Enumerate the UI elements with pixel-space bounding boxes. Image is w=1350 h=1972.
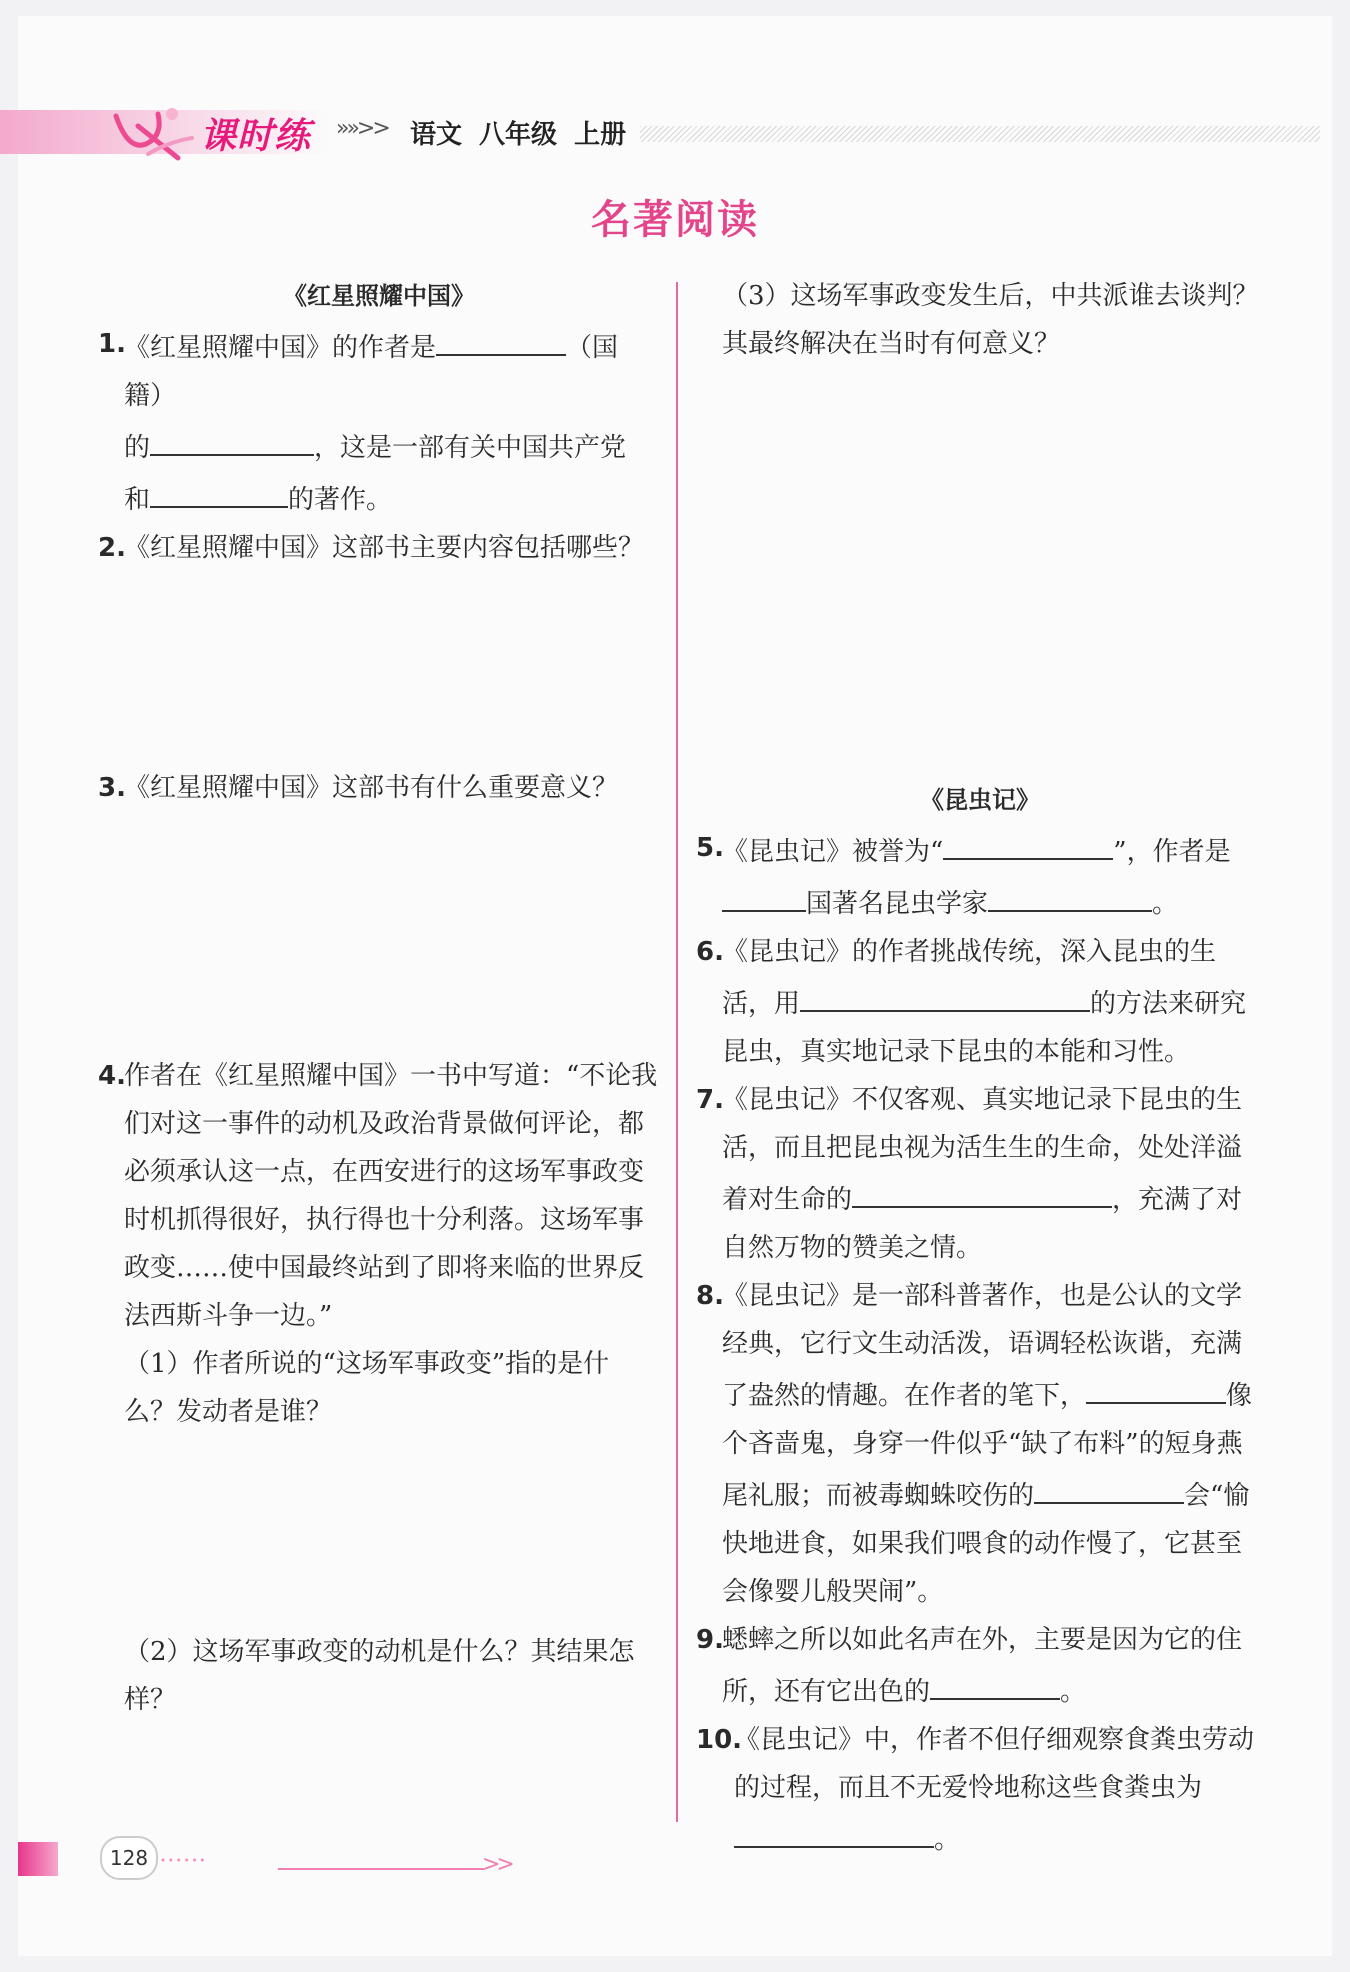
answer-blank[interactable] bbox=[150, 472, 288, 508]
question-number: 6. bbox=[696, 937, 724, 967]
answer-blank[interactable] bbox=[722, 876, 806, 912]
answer-blank[interactable] bbox=[1086, 1368, 1226, 1404]
q2-text: 《红星照耀中国》这部书主要内容包括哪些？ bbox=[124, 533, 645, 563]
q7-text-b: ，充满了对自然万物的赞美之情。 bbox=[722, 1185, 1243, 1263]
question-number: 3. bbox=[98, 773, 126, 803]
footer-line bbox=[278, 1868, 484, 1870]
question-number: 2. bbox=[98, 533, 126, 563]
q1-text-f: 的著作。 bbox=[288, 485, 393, 515]
left-column bbox=[98, 272, 660, 1724]
subject-label: 语文 八年级 上册 bbox=[410, 120, 627, 150]
footer-arrow-icon: >> bbox=[482, 1852, 511, 1877]
question-5 bbox=[696, 824, 1264, 928]
q1-text-a: 《红星照耀中国》的作者是 bbox=[124, 333, 437, 363]
answer-space[interactable] bbox=[98, 572, 660, 764]
question-number: 9. bbox=[696, 1625, 724, 1655]
question-10 bbox=[696, 1716, 1264, 1864]
question-number: 10. bbox=[696, 1725, 743, 1755]
right-column bbox=[696, 272, 1264, 1864]
column-divider bbox=[676, 282, 678, 1822]
question-number: 1. bbox=[98, 329, 126, 359]
question-number: 8. bbox=[696, 1281, 724, 1311]
q5-text-d: 。 bbox=[1152, 889, 1179, 919]
q8-text-c: 会“愉快地进食，如果我们喂食的动作慢了，它甚至会像婴儿般哭闹”。 bbox=[722, 1481, 1250, 1607]
q8-text-b: 像个吝啬鬼，身穿一件似乎“缺了布料”的短身燕尾礼服；而被毒蜘蛛咬伤的 bbox=[722, 1381, 1253, 1511]
q4-text: 作者在《红星照耀中国》一书中写道：“不论我们对这一事件的动机及政治背景做何评论，都必须承认这一点，在西安进行的这场军事政变时机抓得很好，执行得也十分利落。这场军事政变……使中国最终站到了即将来临的世界反法西斯斗争一边。” bbox=[124, 1061, 658, 1331]
q4-sub-3: （3）这场军事政变发生后，中共派谁去谈判？其最终解决在当时有何意义？ bbox=[722, 281, 1259, 359]
question-4 bbox=[98, 1052, 660, 1340]
question-7 bbox=[696, 1076, 1264, 1272]
q1-text-e: 和 bbox=[124, 485, 151, 515]
q5-text-a: 《昆虫记》被誉为“ bbox=[722, 837, 944, 867]
question-8 bbox=[696, 1272, 1264, 1616]
footer-dots: •••••• bbox=[160, 1856, 208, 1867]
question-9 bbox=[696, 1616, 1264, 1716]
book-title-insects: 《昆虫记》 bbox=[920, 786, 1040, 814]
answer-space[interactable] bbox=[696, 368, 1264, 776]
answer-blank[interactable] bbox=[852, 1172, 1112, 1208]
answer-space[interactable] bbox=[98, 812, 660, 1052]
header-arrows: »»>> bbox=[336, 116, 388, 141]
question-2 bbox=[98, 524, 660, 572]
answer-space[interactable] bbox=[98, 1436, 660, 1628]
answer-blank[interactable] bbox=[943, 824, 1113, 860]
footer-pink-block bbox=[18, 1842, 58, 1876]
q10-text-b: 。 bbox=[934, 1825, 961, 1855]
answer-blank[interactable] bbox=[436, 320, 566, 356]
q3-text: 《红星照耀中国》这部书有什么重要意义？ bbox=[124, 773, 619, 803]
question-number: 4. bbox=[98, 1061, 126, 1091]
q9-text-b: 。 bbox=[1060, 1677, 1087, 1707]
q6-text-b: 的方法来研究昆虫，真实地记录下昆虫的本能和习性。 bbox=[722, 989, 1247, 1067]
page-number: 128 bbox=[100, 1836, 158, 1880]
header-stripes bbox=[640, 126, 1320, 142]
q1-text-d: ，这是一部有关中国共产党 bbox=[314, 433, 627, 463]
answer-blank[interactable] bbox=[1034, 1468, 1184, 1504]
question-number: 5. bbox=[696, 833, 724, 863]
answer-blank[interactable] bbox=[930, 1664, 1060, 1700]
book-title-red-star: 《红星照耀中国》 bbox=[283, 282, 475, 310]
brand-title: 课时练 bbox=[200, 116, 312, 157]
question-3 bbox=[98, 764, 660, 812]
q1-text-b: （国籍） bbox=[124, 333, 619, 411]
q1-text-c: 的 bbox=[124, 433, 151, 463]
q5-text-b: ”，作者是 bbox=[1113, 837, 1231, 867]
answer-blank[interactable] bbox=[800, 976, 1090, 1012]
answer-blank[interactable] bbox=[988, 876, 1152, 912]
page-title: 名著阅读 bbox=[591, 196, 759, 243]
answer-blank[interactable] bbox=[150, 420, 314, 456]
q4-sub-2: （2）这场军事政变的动机是什么？其结果怎样？ bbox=[124, 1637, 635, 1715]
logo-icon bbox=[108, 96, 198, 166]
question-6 bbox=[696, 928, 1264, 1076]
q5-text-c: 国著名昆虫学家 bbox=[806, 889, 989, 919]
q10-text-a: 《昆虫记》中，作者不但仔细观察食粪虫劳动的过程，而且不无爱怜地称这些食粪虫为 bbox=[734, 1725, 1255, 1803]
q8-text-a: 《昆虫记》是一部科普著作，也是公认的文学经典，它行文生动活泼，语调轻松诙谐，充满了盎然的情趣。在作者的笔下， bbox=[722, 1281, 1243, 1411]
question-1 bbox=[98, 320, 660, 524]
q7-text-a: 《昆虫记》不仅客观、真实地记录下昆虫的生活，而且把昆虫视为活生生的生命，处处洋溢着对生命的 bbox=[722, 1085, 1243, 1215]
q6-text-a: 《昆虫记》的作者挑战传统，深入昆虫的生活，用 bbox=[722, 937, 1217, 1019]
answer-blank[interactable] bbox=[734, 1812, 934, 1848]
q9-text-a: 蟋蟀之所以如此名声在外，主要是因为它的住所，还有它出色的 bbox=[722, 1625, 1243, 1707]
question-number: 7. bbox=[696, 1085, 724, 1115]
q4-sub-1: （1）作者所说的“这场军事政变”指的是什么？发动者是谁？ bbox=[124, 1349, 610, 1427]
